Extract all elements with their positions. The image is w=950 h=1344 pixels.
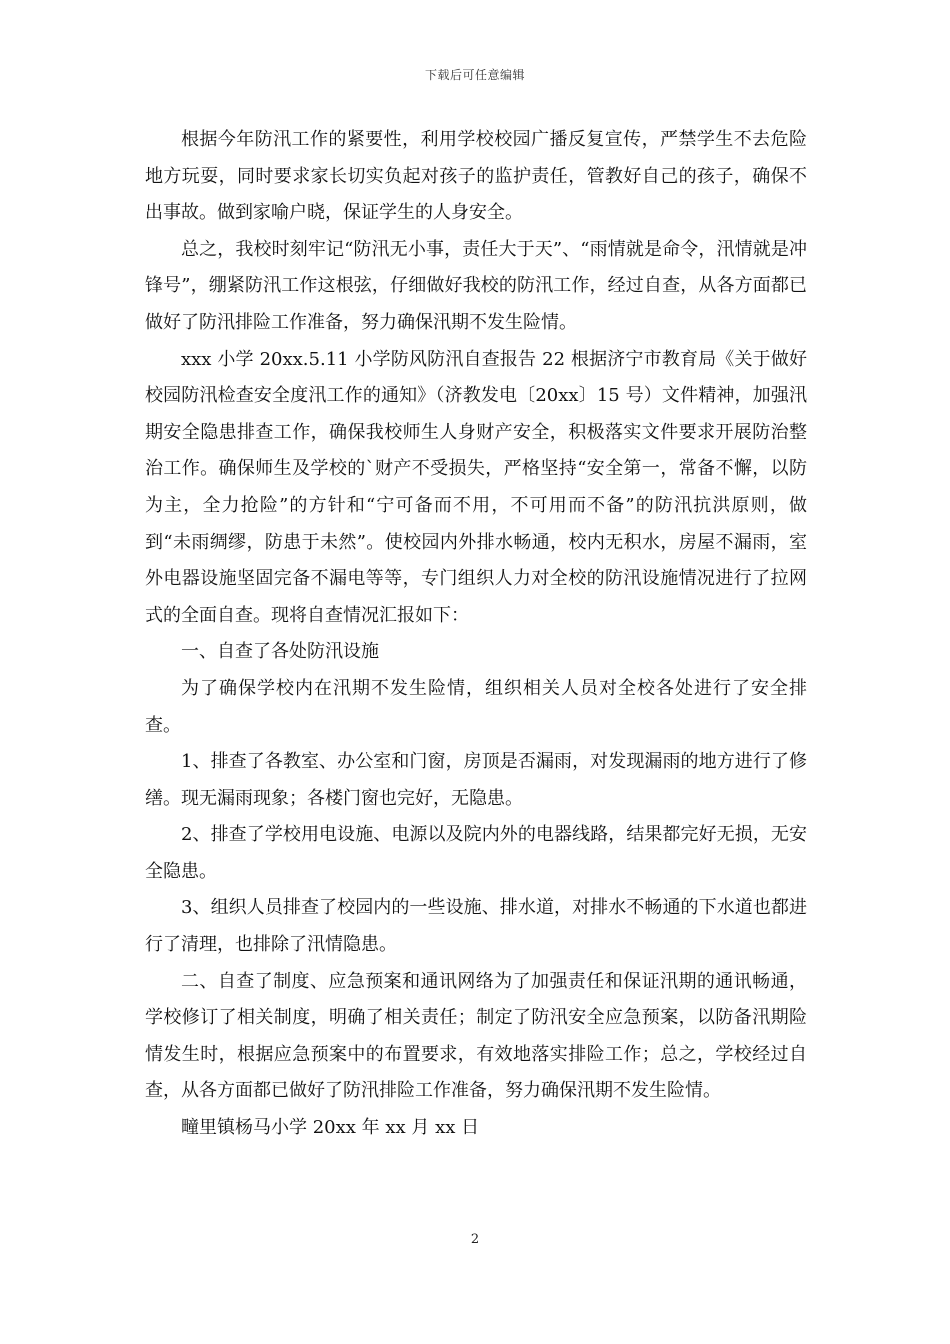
section-heading-facilities: 一、自查了各处防汛设施 xyxy=(181,641,379,663)
signature-line: 疃里镇杨马小学 20xx 年 xx 月 xx 日 xyxy=(181,1117,480,1139)
list-item-drainage: 3、组织人员排查了校园内的一些设施、排水道，对排水不畅通的下水道也都进行了清理，也排除了汛情隐患。 xyxy=(145,897,807,956)
paragraph-report-intro: xxx 小学 20xx.5.11 小学防风防汛自查报告 22 根据济宁市教育局《关于做好校园防汛检查安全度汛工作的通知》（济教发电〔20xx〕15 号）文件精神，加强汛期安全隐患排查工作，确保我校师生人身财产安全，积极落实文件要求开展防治整治工作。确保师生及学校的`财产不受损失，严格坚持“安全第一，常备不懈，以防为主，全力抢险”的方针和“宁可备而不用，不可用而不备”的防汛抗洪原则，做到“未雨绸缪，防患于未然”。使校园内外排水畅通，校内无积水，房屋不漏雨，室外电器设施坚固完备不漏电等等，专门组织人力对全校的防汛设施情况进行了拉网式的全面自查。现将自查情况汇报如下： xyxy=(145,348,807,626)
list-item-classrooms: 1、排查了各教室、办公室和门窗，房顶是否漏雨，对发现漏雨的地方进行了修缮。现无漏雨现象；各楼门窗也完好，无隐患。 xyxy=(145,751,807,809)
page-header: 下载后可任意编辑 xyxy=(424,68,525,82)
list-item-electrical: 2、排查了学校用电设施、电源以及院内外的电器线路，结果都完好无损，无安全隐患。 xyxy=(145,824,807,882)
paragraph-flood-publicity: 根据今年防汛工作的紧要性，利用学校校园广播反复宣传，严禁学生不去危险地方玩耍，同时要求家长切实负起对孩子的监护责任，管教好自己的孩子，确保不出事故。做到家喻户晓，保证学生的人身安全。 xyxy=(145,129,807,224)
paragraph-summary: 总之，我校时刻牢记“防汛无小事，责任大于天”、“雨情就是命令，汛情就是冲锋号”，绷紧防汛工作这根弦，仔细做好我校的防汛工作，经过自查，从各方面都已做好了防汛排险工作准备，努力确保汛期不发生险情。 xyxy=(145,238,807,333)
section-heading-emergency-plan: 二、自查了制度、应急预案和通讯网络为了加强责任和保证汛期的通讯畅通，学校修订了相关制度，明确了相关责任；制定了防汛安全应急预案，以防备汛期险情发生时，根据应急预案中的布置要求，有效地落实排险工作；总之，学校经过自查，从各方面都已做好了防汛排险工作准备，努力确保汛期不发生险情。 xyxy=(145,970,807,1102)
page-number: 2 xyxy=(470,1232,480,1247)
document-body xyxy=(145,122,807,1147)
paragraph-safety-check: 为了确保学校内在汛期不发生险情，组织相关人员对全校各处进行了安全排查。 xyxy=(145,677,807,736)
